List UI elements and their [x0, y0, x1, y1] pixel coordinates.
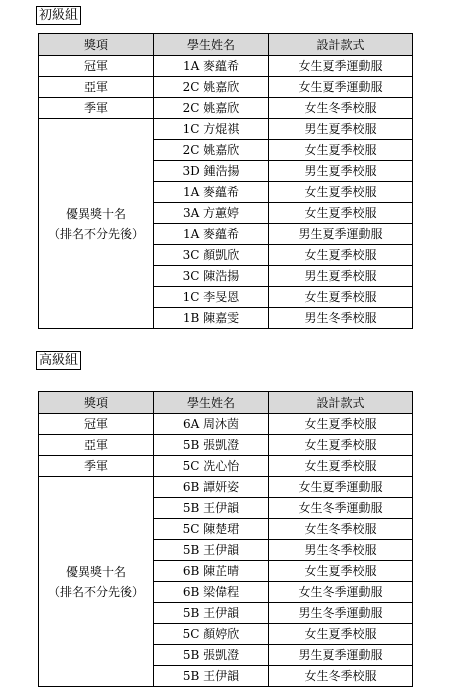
header-award: 獎項 [39, 392, 154, 414]
style-cell: 男生夏季校服 [269, 119, 413, 140]
style-cell: 女生夏季校服 [269, 414, 413, 435]
style-cell: 女生夏季校服 [269, 287, 413, 308]
table-row [39, 477, 413, 498]
header-student-name: 學生姓名 [154, 392, 269, 414]
header-award: 獎項 [39, 34, 154, 56]
style-cell: 男生冬季運動服 [269, 603, 413, 624]
student-cell: 3A 方蕙婷 [154, 203, 269, 224]
student-cell: 2C 姚嘉欣 [154, 140, 269, 161]
header-design-style: 設計款式 [269, 392, 413, 414]
style-cell: 女生冬季運動服 [269, 582, 413, 603]
senior-awards-table [38, 391, 413, 687]
style-cell: 男生夏季運動服 [269, 645, 413, 666]
style-cell: 女生冬季校服 [269, 519, 413, 540]
award-cell: 冠軍 [39, 56, 154, 77]
style-cell: 女生夏季運動服 [269, 77, 413, 98]
student-cell: 1B 陳嘉雯 [154, 308, 269, 329]
header-design-style: 設計款式 [269, 34, 413, 56]
student-cell: 5B 張凱澄 [154, 645, 269, 666]
style-cell: 男生冬季校服 [269, 540, 413, 561]
student-cell: 5B 王伊韻 [154, 666, 269, 687]
junior-awards-table [38, 33, 413, 329]
table-row [39, 119, 413, 140]
merit-award-cell [39, 477, 154, 687]
merit-award-title: 優異獎十名 [65, 564, 126, 579]
senior-group-label: 高級組 [36, 351, 81, 370]
student-cell: 5C 冼心怡 [154, 456, 269, 477]
table-header-row [39, 34, 413, 56]
style-cell: 女生夏季校服 [269, 245, 413, 266]
junior-group-label: 初級組 [36, 6, 81, 25]
award-cell: 季軍 [39, 98, 154, 119]
award-cell: 亞軍 [39, 77, 154, 98]
student-cell: 6B 陳芷晴 [154, 561, 269, 582]
student-cell: 1A 麥蘊希 [154, 224, 269, 245]
student-cell: 2C 姚嘉欣 [154, 77, 269, 98]
style-cell: 女生夏季校服 [269, 203, 413, 224]
style-cell: 男生夏季校服 [269, 266, 413, 287]
student-cell: 5C 顏婷欣 [154, 624, 269, 645]
student-cell: 1C 李旻恩 [154, 287, 269, 308]
table-row [39, 56, 413, 77]
student-cell: 5B 王伊韻 [154, 603, 269, 624]
table-row [39, 77, 413, 98]
student-cell: 5B 王伊韻 [154, 540, 269, 561]
award-cell: 亞軍 [39, 435, 154, 456]
style-cell: 男生冬季校服 [269, 308, 413, 329]
table-row [39, 435, 413, 456]
merit-award-cell [39, 119, 154, 329]
student-cell: 6A 周沐茵 [154, 414, 269, 435]
student-cell: 1C 方焜祺 [154, 119, 269, 140]
style-cell: 女生夏季校服 [269, 561, 413, 582]
header-student-name: 學生姓名 [154, 34, 269, 56]
award-cell: 季軍 [39, 456, 154, 477]
student-cell: 2C 姚嘉欣 [154, 98, 269, 119]
table-row [39, 98, 413, 119]
student-cell: 1A 麥蘊希 [154, 56, 269, 77]
student-cell: 6B 譚妍姿 [154, 477, 269, 498]
style-cell: 女生夏季運動服 [269, 477, 413, 498]
style-cell: 女生夏季校服 [269, 456, 413, 477]
table-row [39, 414, 413, 435]
style-cell: 女生冬季運動服 [269, 498, 413, 519]
student-cell: 5B 王伊韻 [154, 498, 269, 519]
style-cell: 女生夏季運動服 [269, 56, 413, 77]
style-cell: 女生夏季校服 [269, 140, 413, 161]
student-cell: 5B 張凱澄 [154, 435, 269, 456]
student-cell: 3C 陳浩揚 [154, 266, 269, 287]
merit-award-note: （排名不分先後） [47, 226, 144, 241]
style-cell: 男生夏季運動服 [269, 224, 413, 245]
table-row [39, 456, 413, 477]
style-cell: 女生冬季校服 [269, 666, 413, 687]
style-cell: 女生夏季校服 [269, 624, 413, 645]
student-cell: 3C 顏凱欣 [154, 245, 269, 266]
student-cell: 5C 陳楚珺 [154, 519, 269, 540]
merit-award-title: 優異獎十名 [65, 206, 126, 221]
table-header-row [39, 392, 413, 414]
style-cell: 女生冬季校服 [269, 98, 413, 119]
style-cell: 女生夏季校服 [269, 435, 413, 456]
student-cell: 6B 梁偉程 [154, 582, 269, 603]
student-cell: 3D 鍾浩揚 [154, 161, 269, 182]
style-cell: 男生夏季校服 [269, 161, 413, 182]
merit-award-note: （排名不分先後） [47, 584, 144, 599]
student-cell: 1A 麥蘊希 [154, 182, 269, 203]
style-cell: 女生夏季校服 [269, 182, 413, 203]
award-cell: 冠軍 [39, 414, 154, 435]
